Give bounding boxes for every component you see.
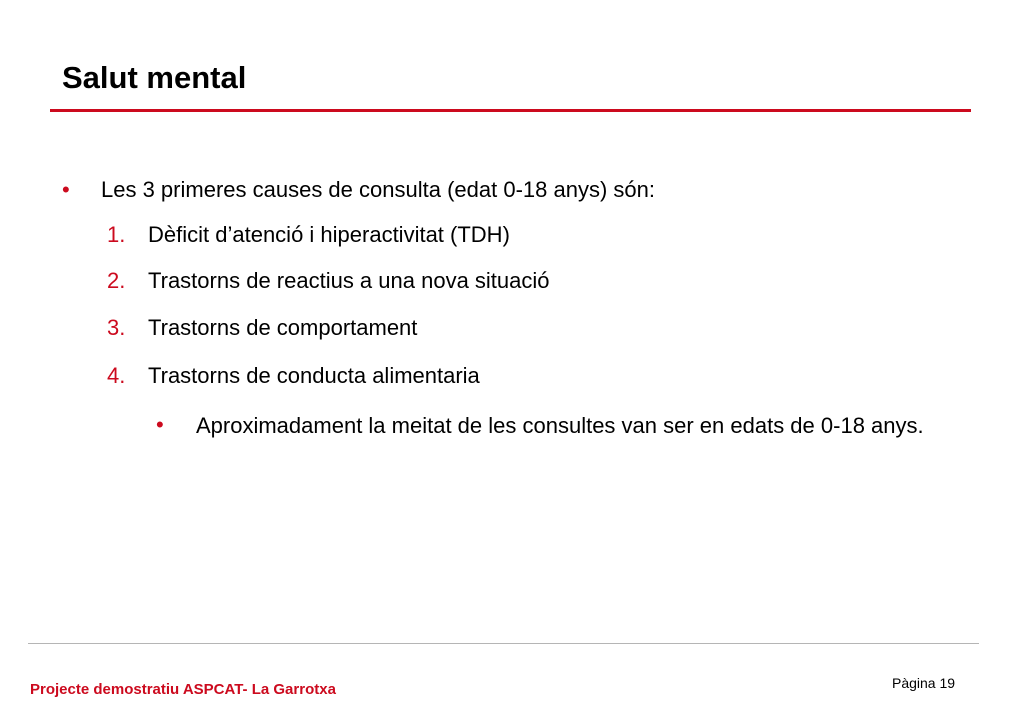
list-item-2: Trastorns de reactius a una nova situació: [148, 268, 550, 293]
footer-project-name: Projecte demostratiu ASPCAT- La Garrotxa: [30, 681, 336, 698]
slide-title: Salut mental: [62, 60, 247, 95]
footer-divider: [28, 643, 979, 644]
page-number: Pàgina 19: [892, 675, 956, 691]
list-item-3: Trastorns de comportament: [148, 315, 418, 340]
intro-bullet-text: Les 3 primeres causes de consulta (edat 0-18 anys) són:: [101, 177, 655, 202]
list-number-2: 2.: [107, 268, 126, 293]
list-number-1: 1.: [107, 222, 126, 247]
sub-bullet-text: Aproximadament la meitat de les consultes van ser en edats de 0-18 anys.: [196, 413, 924, 438]
list-item-4: Trastorns de conducta alimentaria: [148, 363, 480, 388]
title-divider: [50, 109, 971, 112]
bullet-icon: •: [62, 177, 70, 202]
sub-bullet-icon: •: [156, 412, 164, 437]
list-item-1: Dèficit d’atenció i hiperactivitat (TDH): [148, 222, 510, 247]
list-number-4: 4.: [107, 363, 126, 388]
list-number-3: 3.: [107, 315, 126, 340]
